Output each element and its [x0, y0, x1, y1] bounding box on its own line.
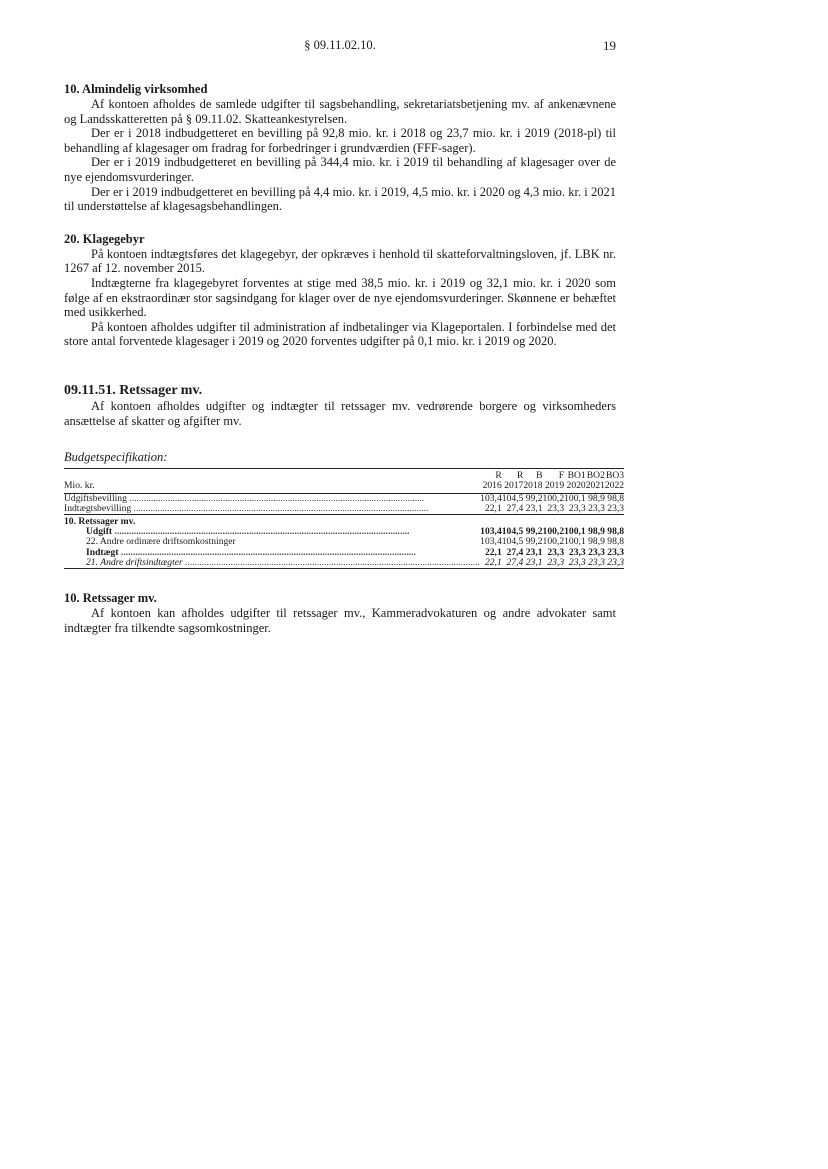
section-20-klagegebyr — [64, 232, 616, 349]
cell: 22,1 — [484, 546, 502, 558]
cell: 22,1 — [480, 558, 502, 569]
paragraph: Af kontoen afholdes de samlede udgifter til sagsbehandling, sekretariatsbetjening mv. af ankenævnene og Landsskatteretten på § 09.11.02. Skatteankestyrelsen. — [64, 97, 616, 126]
cell: 100,1 — [564, 526, 586, 538]
col-type: R — [502, 469, 524, 482]
paragraph: På kontoen afholdes udgifter til administration af indbetalinger via Klageportalen. I forbindelse med det store antal forventede klagesager i 2019 og 2020 forventes udgifter på 0,1 mio. kr. i 2019 og 2020. — [64, 319, 616, 349]
table-row — [64, 537, 624, 547]
paragraph: Af kontoen kan afholdes udgifter til retssager mv., Kammeradvokaturen og andre advokater samt indtægter fra tilkendte sagsomkostninger. — [64, 605, 616, 635]
col-year: 2017 — [502, 481, 524, 493]
cell: 23,3 — [543, 558, 565, 569]
cell: 100,2 — [542, 526, 565, 538]
account-heading: 09.11.51. Retssager mv. — [64, 382, 203, 398]
budget-table — [64, 468, 624, 569]
cell: 100,2 — [542, 492, 565, 504]
cell: 23,3 — [607, 546, 625, 558]
row-label: 22. Andre ordinære driftsomkostninger — [86, 536, 236, 548]
budget-title: Budgetspecifikation: — [64, 450, 168, 465]
cell: 99,2 — [525, 536, 543, 548]
col-year: 2021 — [585, 480, 605, 492]
cell: 103,4 — [480, 526, 502, 538]
row-label: Udgiftsbevilling ..... — [64, 494, 480, 504]
col-year: 2018 — [523, 480, 543, 492]
cell: 27,4 — [502, 558, 524, 569]
row-label: Indtægt ..... — [86, 548, 480, 558]
cell: 103,4 — [480, 536, 502, 548]
cell: 98,9 — [588, 536, 605, 548]
cell: 23,3 — [605, 504, 624, 515]
section-heading: 20. Klagegebyr — [64, 231, 145, 246]
paragraph: Der er i 2019 indbudgetteret en bevilling på 344,4 mio. kr. i 2019 til behandling af klagesager over de nye ejendomsvurderinger. — [64, 155, 616, 184]
paragraph: Der er i 2018 indbudgetteret en bevilling på 92,8 mio. kr. i 2018 og 23,7 mio. kr. i 2019 (2018-pl) til behandling af klagesager om fradrag for forbedringer i grundværdien (FFF-sager). — [64, 126, 616, 155]
section-retssager — [64, 383, 616, 428]
section-heading: 10. Retssager mv. — [64, 590, 157, 605]
col-type: BO2 — [586, 470, 605, 482]
cell: 98,8 — [607, 536, 625, 548]
cell: 27,4 — [506, 546, 524, 558]
cell: 98,8 — [607, 492, 625, 504]
col-type: BO1 — [564, 469, 586, 482]
col-type: F — [543, 469, 565, 482]
paragraph: Der er i 2019 indbudgetteret en bevilling på 4,4 mio. kr. i 2019, 4,5 mio. kr. i 2020 og 4,3 mio. kr. i 2021 til understøttelse af klagesagsbehandlingen. — [64, 184, 616, 214]
section-heading: 10. Almindelig virksomhed — [64, 82, 208, 96]
page-body — [64, 82, 625, 653]
cell: 98,9 — [588, 492, 605, 504]
cell: 23,3 — [586, 504, 605, 515]
section-10-almindelig — [64, 82, 616, 214]
cell: 23,3 — [564, 504, 586, 515]
cell: 104,5 — [501, 492, 524, 504]
col-year: 2020 — [564, 481, 586, 493]
cell: 23,3 — [547, 546, 565, 558]
paragraph: Indtægterne fra klagegebyret forventes at stige med 38,5 mio. kr. i 2019 og 32,1 mio. kr. i 2020 som følge af en ekstraordinær stor sagsindgang for klager over de nye ejendomsvurderinger. Skønnene er behæftet med usikkerhed. — [64, 275, 616, 320]
cell: 23,3 — [543, 504, 565, 515]
page-header — [0, 38, 828, 54]
cell: 100,1 — [564, 536, 586, 548]
cell: 23,1 — [525, 546, 543, 558]
section-10-retssager — [64, 591, 616, 635]
header-row-years — [64, 481, 624, 493]
cell: 23,3 — [586, 558, 605, 569]
table-row — [64, 504, 624, 515]
col-year: 2016 — [480, 481, 502, 493]
cell: 23,3 — [568, 546, 586, 558]
cell: 100,2 — [542, 536, 565, 548]
paragraph: På kontoen indtægtsføres det klagegebyr, der opkræves i henhold til skatteforvaltningsloven, jf. LBK nr. 1267 af 12. november 2015. — [64, 246, 616, 276]
cell: 98,8 — [607, 526, 625, 538]
col-type: R — [480, 469, 502, 482]
page-number: 19 — [603, 38, 616, 53]
row-label: Indtægtsbevilling ..... — [64, 504, 480, 514]
cell: 103,4 — [480, 492, 502, 504]
cell: 99,2 — [525, 492, 543, 504]
unit-label: Mio. kr. — [64, 481, 480, 493]
cell: 22,1 — [480, 504, 502, 515]
cell: 23,3 — [605, 558, 624, 569]
cell: 23,3 — [564, 558, 586, 569]
col-type: B — [523, 469, 542, 482]
cell: 104,5 — [501, 526, 524, 538]
cell: 100,1 — [564, 492, 586, 504]
cell: 23,1 — [523, 558, 542, 569]
col-type: BO3 — [605, 470, 625, 482]
row-label: 21. Andre driftsindtægter ..... — [86, 558, 480, 568]
cell: 99,2 — [525, 526, 543, 538]
table-row — [64, 558, 624, 569]
cell: 104,5 — [501, 536, 524, 548]
cell: 23,3 — [588, 546, 605, 558]
cell: 23,1 — [523, 504, 542, 515]
row-label: 10. Retssager mv. — [64, 515, 136, 527]
col-year: 2019 — [543, 481, 565, 493]
cell: 98,9 — [588, 526, 605, 538]
section-reference: § 09.11.02.10. — [304, 38, 376, 52]
paragraph: Af kontoen afholdes udgifter og indtægter til retssager mv. vedrørende borgere og virksomheders ansættelse af skatter og afgifter mv. — [64, 398, 616, 428]
col-year: 2022 — [604, 480, 625, 492]
row-label: Udgift ..... — [86, 527, 480, 537]
cell: 27,4 — [502, 504, 524, 515]
